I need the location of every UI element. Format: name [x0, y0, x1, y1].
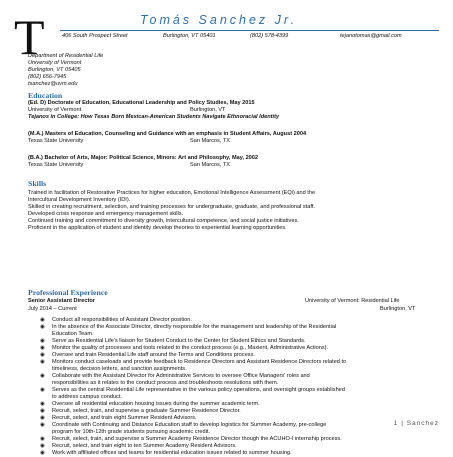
list-item [40, 394, 430, 401]
job-location: Burlington, VT [380, 306, 416, 312]
skill-line: Proficient in the application of student and identity develop theories to experiential learning opportunities. [28, 225, 287, 231]
skill-line: Developed crisis response and emergency management skills. [28, 211, 184, 217]
list-item [40, 443, 430, 450]
experience-heading: Professional Experience [28, 288, 108, 297]
duty-text: Education Team. [52, 331, 94, 337]
location-san-marcos: San Marcos, TX [190, 162, 231, 168]
bullet-icon: ◉ [40, 317, 45, 323]
list-item [40, 331, 430, 338]
bullet-icon: ◉ [40, 408, 45, 414]
work-address [28, 53, 103, 88]
list-item [40, 436, 430, 443]
duty-text: Oversee all residential education housing issues during the summer academic term. [52, 401, 260, 407]
duty-text: Conduct all responsibilities of Assistant Director position. [52, 317, 192, 323]
contact-phone: (802) 578-4399 [250, 33, 289, 39]
list-item [40, 429, 430, 436]
list-item [40, 387, 430, 394]
contact-city: Burlington, VT 05401 [163, 33, 216, 39]
address-line: Department of Residential Life [28, 53, 104, 59]
list-item [40, 359, 430, 366]
bullet-icon: ◉ [40, 324, 45, 330]
duty-text: timeliness, decision letters, and sanction assignments. [52, 366, 187, 372]
dissertation-title: Tejanos in College: How Texas Born Mexican-American Students Navigate Ethnoracial Identity [28, 114, 280, 120]
list-item [40, 401, 430, 408]
duty-text: program for 10th-12th grade students pursuing academic credit. [52, 429, 210, 435]
location-san-marcos: San Marcos, TX [190, 138, 231, 144]
skill-line: Continued training and commitment to diversity growth, intercultural competence, and social justice initiatives. [28, 218, 299, 224]
bullet-icon: ◉ [40, 443, 45, 449]
duty-text: Coordinate with Continuing and Distance Education staff to develop logistics for Summer Academy, pre-college [52, 422, 327, 428]
list-item [40, 450, 430, 457]
list-item [40, 373, 430, 380]
bullet-icon: ◉ [40, 359, 45, 365]
duty-text: Collaborate with the Assistant Director for Administrative Services to oversee Office Managers' roles and [52, 373, 310, 379]
bullet-icon: ◉ [40, 345, 45, 351]
duty-text: responsibilities as it relates to the conduct process and troubleshoots resolutions with them. [52, 380, 279, 386]
location-burlington: Burlington, VT [190, 107, 226, 113]
skills-heading: Skills [28, 179, 47, 188]
list-item [40, 345, 430, 352]
bullet-icon: ◉ [40, 450, 45, 456]
list-item [40, 408, 430, 415]
list-item [40, 338, 430, 345]
list-item [40, 324, 430, 331]
bullet-icon: ◉ [40, 415, 45, 421]
resume-name: Tomás Sanchez Jr. [140, 13, 298, 27]
job-title: Senior Assistant Director [28, 298, 95, 304]
skills-list [28, 190, 423, 232]
duty-text: to address campus conduct. [52, 394, 122, 400]
list-item [40, 352, 430, 359]
degree-doctorate: (Ed. D) Doctorate of Education, Educational Leadership and Policy Studies, May 2015 [28, 100, 255, 106]
bullet-icon: ◉ [40, 436, 45, 442]
bullet-icon: ◉ [40, 338, 45, 344]
duty-text: Recruit, select, train, and supervise a Summer Academy Residence Director though the ACUHO-I internship process. [52, 436, 342, 442]
address-line[interactable]: tsanchez@uvm.edu [28, 81, 78, 88]
duty-text: Serves as the central Residential Life representative in the various policy operations, and oversight groups established [52, 387, 345, 393]
duties-list [40, 317, 430, 457]
page-footer: 1 | Sanchez [393, 420, 439, 427]
list-item [40, 366, 430, 373]
address-line: (802) 656-7945 [28, 74, 67, 81]
bullet-icon: ◉ [40, 401, 45, 407]
bullet-icon: ◉ [40, 352, 45, 358]
duty-text: Recruit, select, and train eight to ten Summer Academy Resident Advisors. [52, 443, 237, 449]
list-item [40, 317, 430, 324]
skill-line: Trained in facilitation of Restorative Practices for higher education, Emotional Intelligence Assessment (EQi) and the [28, 190, 316, 196]
school-texas-state: Texas State University [28, 162, 84, 168]
address-line: Burlington, VT 05405 [28, 67, 81, 74]
skill-line: Intercultural Development Inventory (IDI). [28, 197, 131, 203]
header-divider [60, 30, 439, 31]
monogram-logo: T [14, 9, 45, 65]
list-item [40, 415, 430, 422]
school-texas-state: Texas State University [28, 138, 84, 144]
address-line: University of Vermont [28, 60, 82, 67]
degree-masters: (M.A.) Masters of Education, Counseling and Guidance with an emphasis in Student Affairs, August 2004 [28, 131, 307, 137]
duty-text: Serve as Residential Life's liaison for Student Conduct to the Center for Student Ethics and Standards. [52, 338, 306, 344]
job-organization: University of Vermont: Residential Life [305, 298, 400, 304]
education-heading: Education [28, 91, 63, 100]
duty-text: Work with affiliated offices and teams for residential education issues related to summer housing. [52, 450, 292, 456]
duty-text: Monitor the quality of processes and tools related to the conduct process (e.g., Maxient, Administrative Actions). [52, 345, 329, 351]
list-item [40, 380, 430, 387]
bullet-icon: ◉ [40, 387, 45, 393]
school-uvm: University of Vermont [28, 107, 82, 113]
list-item [40, 422, 430, 429]
job-dates: July 2014 – Current [28, 306, 77, 312]
contact-street: 406 South Prospect Street [62, 33, 128, 39]
bullet-icon: ◉ [40, 422, 45, 428]
duty-text: Oversee and train Residential Life staff around the Terms and Conditions process. [52, 352, 255, 358]
bullet-icon: ◉ [40, 373, 45, 379]
degree-bachelors: (B.A.) Bachelor of Arts, Major: Political Science, Minors: Art and Philosophy, May, 2002 [28, 155, 259, 161]
duty-text: In the absence of the Associate Director, directly responsible for the management and leadership of the Residential [52, 324, 337, 330]
duty-text: Monitors conduct caseloads and provide feedback to Residence Directors and Assistant Residence Directors related to [52, 359, 347, 365]
skill-line: Skilled in creating recruitment, selection, and training processes for undergraduate, graduate, and professional staff. [28, 204, 315, 210]
contact-email[interactable]: tejanotomas@gmail.com [340, 33, 402, 39]
duty-text: Recruit, select, and train eight Summer Resident Advisors. [52, 415, 197, 421]
duty-text: Recruit, select, train, and supervise a graduate Summer Residence Director. [52, 408, 241, 414]
